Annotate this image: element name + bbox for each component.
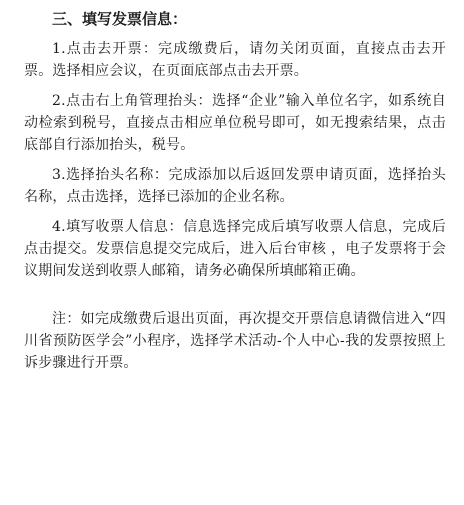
step-4-paragraph: 4.填写收票人信息：信息选择完成后填写收票人信息，完成后点击提交。发票信息提交完成后，进入后台审核 ，电子发票将于会议期间发送到收票人邮箱，请务必确保所填邮箱正确。: [24, 219, 446, 279]
step-3-paragraph: 3.选择抬头名称：完成添加以后返回发票申请页面，选择抬头名称，点击选择，选择已添加的企业名称。: [24, 167, 446, 205]
step-2-paragraph: 2.点击右上角管理抬头：选择“企业”输入单位名字，如系统自动检索到税号，直接点击相应单位税号即可，如无搜索结果，点击底部自行添加抬头，税号。: [24, 93, 446, 153]
section-heading: 三、填写发票信息：: [52, 10, 188, 28]
note-paragraph: 注：如完成缴费后退出页面，再次提交开票信息请微信进入“四川省预防医学会”小程序，选择学术活动-个人中心-我的发票按照上诉步骤进行开票。: [24, 311, 446, 371]
step-1-paragraph: 1.点击去开票：完成缴费后，请勿关闭页面，直接点击去开票。选择相应会议，在页面底部点击去开票。: [24, 41, 446, 79]
paragraph-spacer: [24, 290, 446, 308]
